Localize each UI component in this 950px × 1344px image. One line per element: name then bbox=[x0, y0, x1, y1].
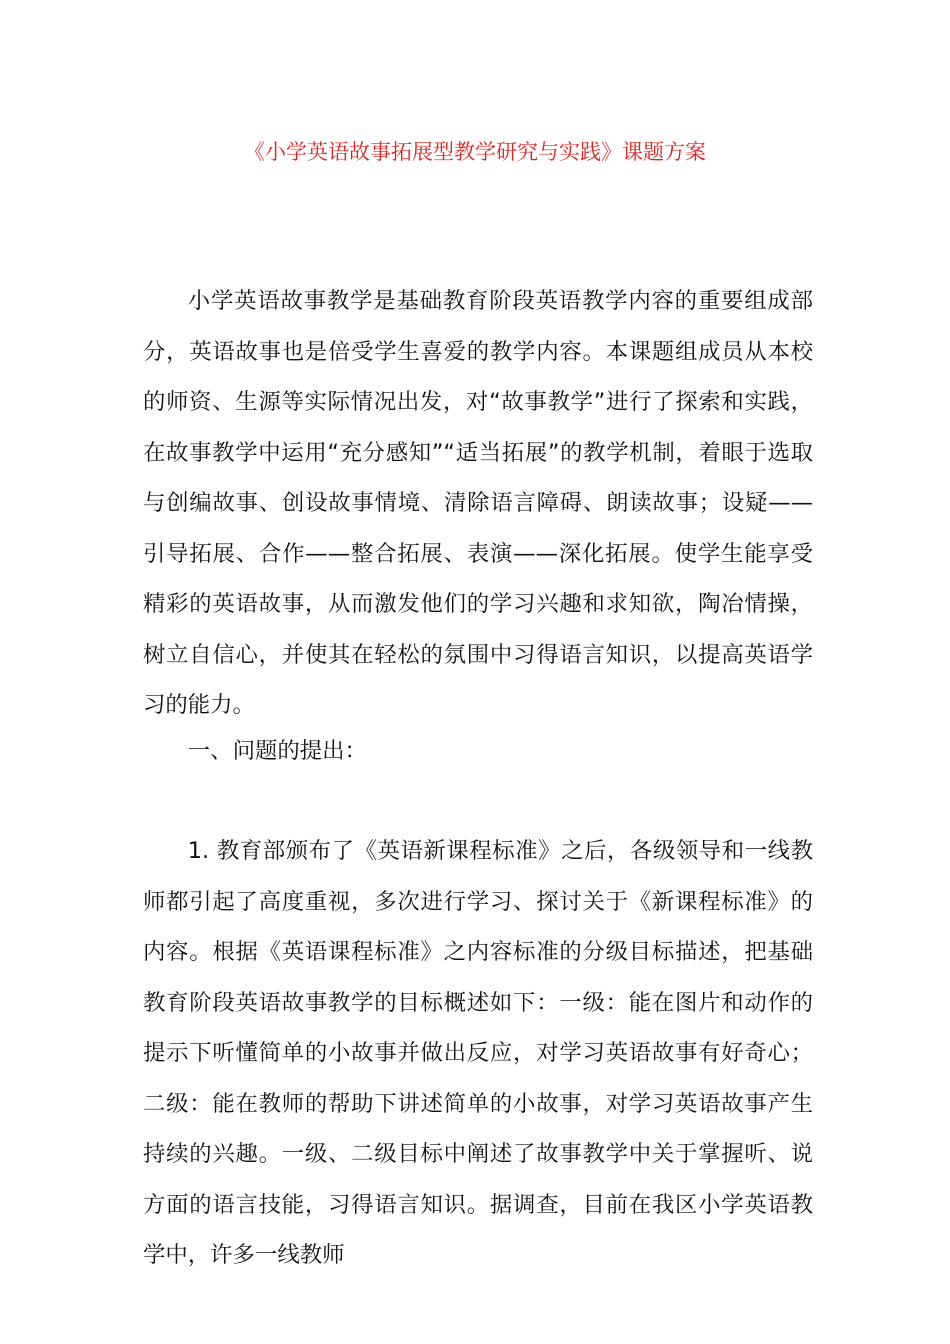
section-paragraph-1: 1. 教育部颁布了《英语新课程标准》之后，各级领导和一线教师都引起了高度重视，多次进行学习、探讨关于《新课程标准》的内容。根据《英语课程标准》之内容标准的分级目标描述，把基础教育阶段英语故事教学的目标概述如下：一级：能在图片和动作的提示下听懂简单的小故事并做出反应，对学习英语故事有好奇心；二级：能在教师的帮助下讲述简单的小故事，对学习英语故事产生持续的兴趣。一级、二级目标中阐述了故事教学中关于掌握听、说方面的语言技能，习得语言知识。据调查，目前在我区小学英语教学中，许多一线教师 bbox=[143, 838, 813, 1268]
document-title: 《小学英语故事拓展型教学研究与实践》课题方案 bbox=[244, 140, 706, 164]
intro-paragraph: 小学英语故事教学是基础教育阶段英语教学内容的重要组成部分，英语故事也是倍受学生喜爱的教学内容。本课题组成员从本校的师资、生源等实际情况出发，对“故事教学”进行了探索和实践，在故事教学中运用“充分感知”“适当拓展”的教学机制，着眼于选取与创编故事、创设故事情境、清除语言障碍、朗读故事；设疑——引导拓展、合作——整合拓展、表演——深化拓展。使学生能享受精彩的英语故事，从而激发他们的学习兴趣和求知欲，陶冶情操，树立自信心，并使其在轻松的氛围中习得语言知识，以提高英语学习的能力。 bbox=[143, 288, 813, 718]
section-heading-problem: 一、问题的提出： bbox=[187, 738, 367, 764]
